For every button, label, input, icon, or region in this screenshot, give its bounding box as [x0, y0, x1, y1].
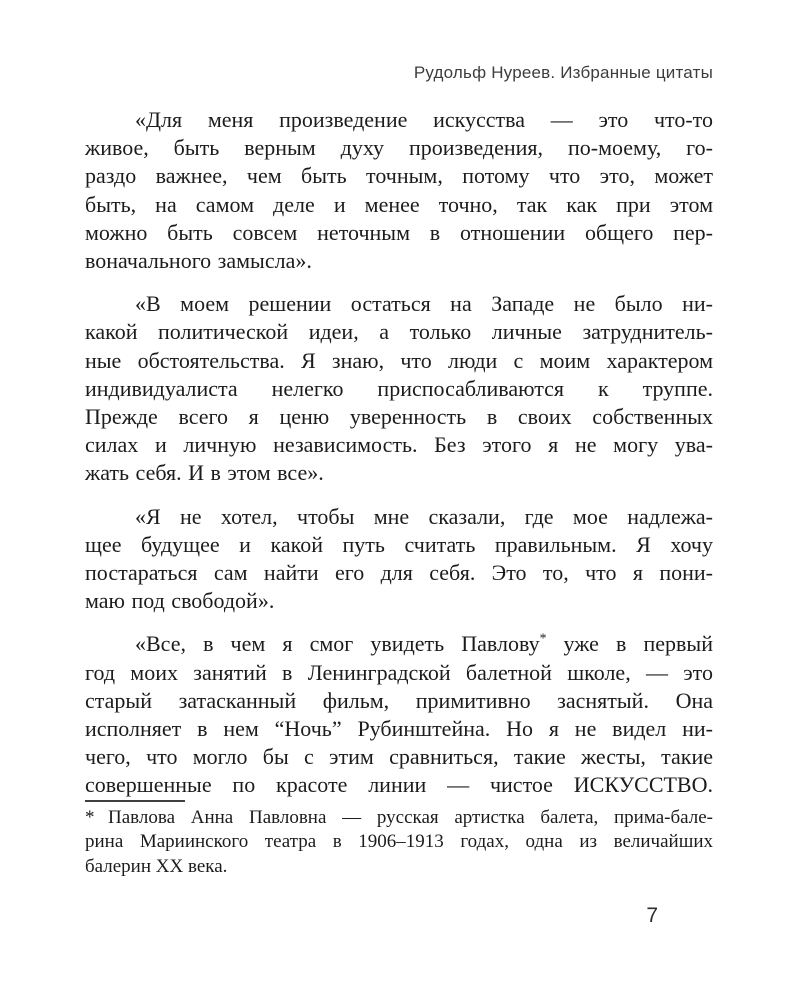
- text-line: чего, что могло бы с этим сравниться, такие жесты, такие: [85, 744, 713, 770]
- text-line: «Для меня произведение искусства — это что-то: [135, 107, 713, 132]
- footnote-text: [85, 806, 713, 880]
- footnote-line: * Павлова Анна Павловна — русская артистка балета, прима-бале-: [85, 806, 713, 831]
- text-line: можно быть совсем неточным в отношении общего пер-: [85, 219, 713, 245]
- text-line: ные обстоятельства. Я знаю, что люди с моим характером: [85, 347, 713, 373]
- text-line: «Все, в чем я смог увидеть Павлову* уже в первый: [135, 631, 713, 657]
- text-line: старый затасканный фильм, примитивно заснятый. Она: [85, 687, 713, 713]
- text-line: исполняет в нем “Ночь” Рубинштейна. Но я не видел ни-: [85, 716, 713, 742]
- quote-paragraph: [85, 106, 713, 275]
- text-line: жать себя. И в этом все».: [85, 460, 324, 486]
- text-line: постараться сам найти его для себя. Это то, что я пони-: [85, 560, 713, 586]
- text-line: Прежде всего я ценю уверенность в своих собственных: [85, 404, 713, 430]
- running-head: Рудольф Нуреев. Избранные цитаты: [413, 63, 713, 82]
- quotes-section: [85, 106, 713, 800]
- page-number: 7: [646, 904, 658, 928]
- footnote-line: рина Мариинского театра в 1906–1913 годах, одна из величайших: [85, 831, 713, 853]
- text-line: силах и личную независимость. Без этого я не могу ува-: [85, 432, 713, 458]
- footnote: [85, 800, 713, 880]
- footnote-line: балерин XX века.: [85, 855, 228, 877]
- footnote-marker: *: [85, 806, 95, 828]
- text-line: «Я не хотел, чтобы мне сказали, где мое надлежа-: [135, 503, 713, 529]
- text-line: маю под свободой».: [85, 588, 275, 614]
- text-line: какой политической идеи, а только личные затруднитель-: [85, 319, 713, 345]
- text-line: раздо важнее, чем быть точным, потому что это, может: [85, 163, 713, 189]
- text-line: воначального замысла».: [85, 248, 312, 274]
- footnote-divider-rule: [85, 800, 185, 802]
- quote-paragraph: [85, 503, 713, 616]
- text-line: быть, на самом деле и менее точно, так как при этом: [85, 191, 713, 217]
- text-line: совершенные по красоте линии — чистое ИСКУССТВО.: [85, 772, 713, 798]
- text-line: «В моем решении остаться на Западе не было ни-: [135, 291, 713, 317]
- text-line: индивидуалиста нелегко приспосабливаются к труппе.: [85, 375, 713, 401]
- text-line: год моих занятий в Ленинградской балетной школе, — это: [85, 659, 713, 685]
- footnote-reference-asterisk: *: [539, 631, 547, 647]
- quote-paragraph: [85, 630, 713, 799]
- quote-paragraph: [85, 290, 713, 487]
- text-line: щее будущее и какой путь считать правильным. Я хочу: [85, 531, 713, 557]
- text-line: живое, быть верным духу произведения, по-моему, го-: [85, 135, 713, 161]
